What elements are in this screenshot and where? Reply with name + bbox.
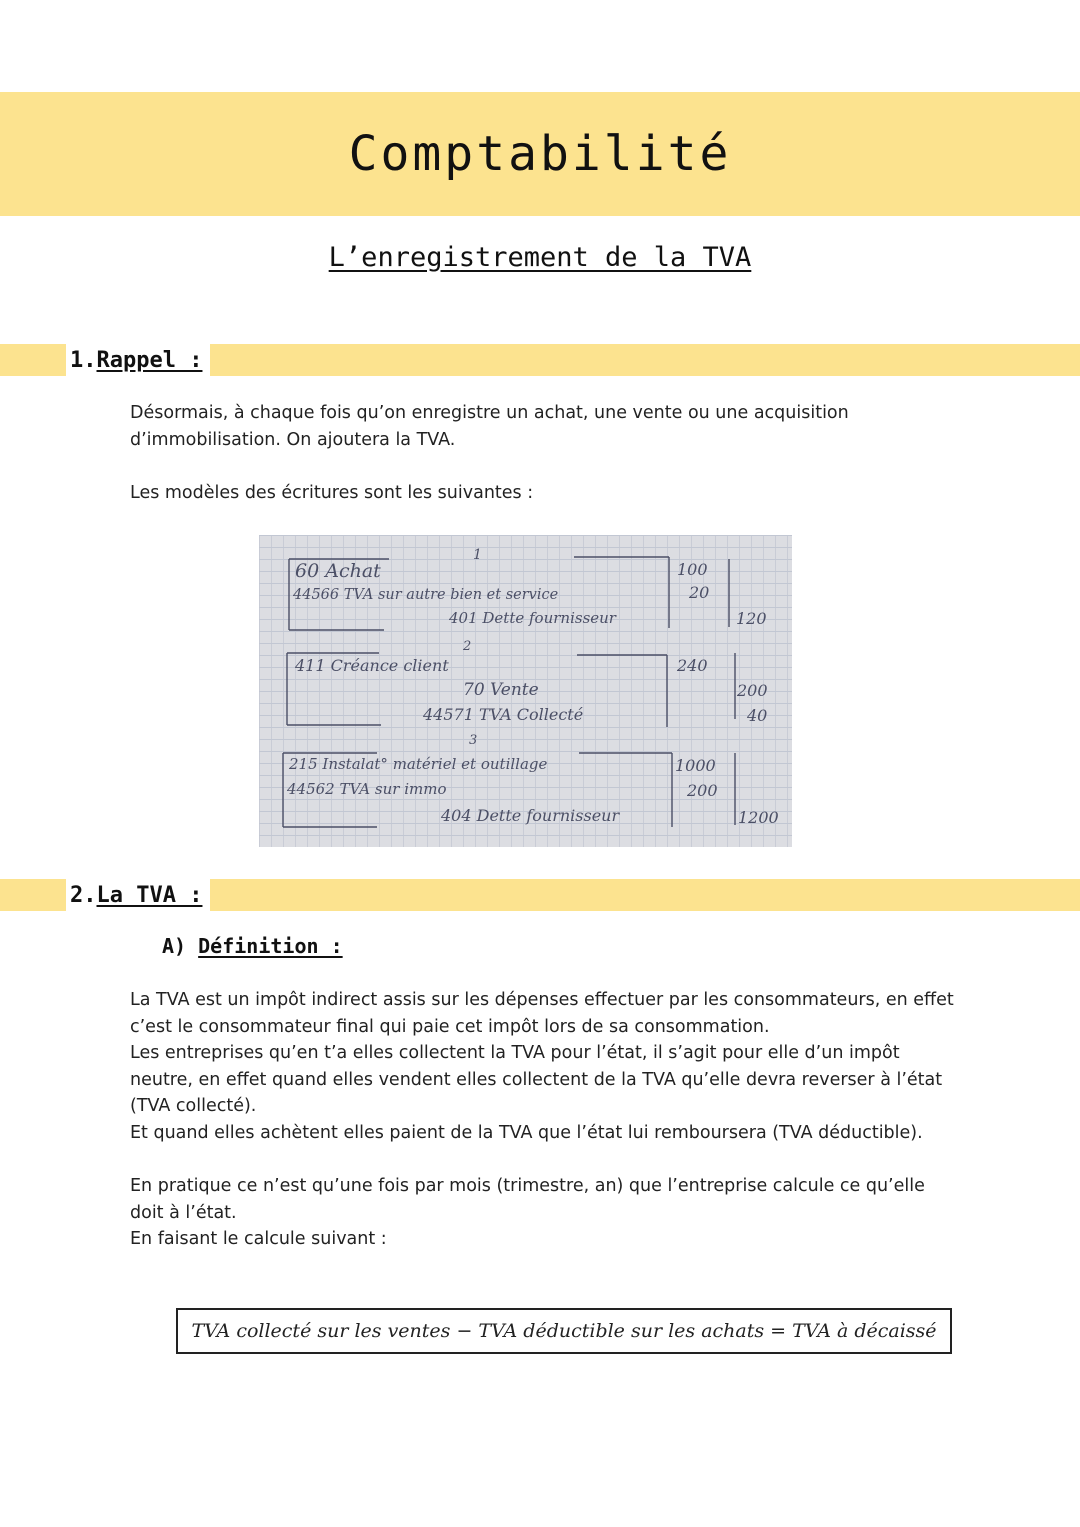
entry-2-line-2: 70 Vente bbox=[463, 680, 539, 700]
entry-2-number: 2 bbox=[463, 639, 472, 654]
entry-3-credit-1: 1200 bbox=[738, 808, 779, 827]
entry-2-credit-1: 200 bbox=[737, 681, 768, 700]
rappel-intro: Désormais, à chaque fois qu’on enregistre un achat, une vente ou une acquisition d’immobilisation. On ajoutera la TVA. bbox=[130, 403, 849, 450]
section-2-number: 2. bbox=[70, 882, 97, 908]
section-2-heading bbox=[66, 877, 210, 913]
entry-3-debit-2: 200 bbox=[687, 781, 718, 800]
entry-3-debit-1: 1000 bbox=[675, 756, 716, 775]
entry-2-credit-2: 40 bbox=[747, 706, 768, 725]
definition-p1-line-2: Les entreprises qu’en t’a elles collectent la TVA pour l’état, il s’agit pour elle d’un impôt neutre, en effet quand elles vendent elles collectent de la TVA qu’elle devra reverser à l’état (TVA collecté). bbox=[130, 1043, 943, 1116]
page-title: Comptabilité bbox=[348, 126, 732, 182]
definition-p2-line-2: En faisant le calcule suivant : bbox=[130, 1229, 387, 1249]
entry-3-line-2: 44562 TVA sur immo bbox=[287, 780, 447, 798]
page-subtitle bbox=[0, 242, 1080, 273]
definition-heading bbox=[162, 934, 343, 958]
section-1-title: Rappel : bbox=[96, 347, 203, 373]
definition-p1-line-3: Et quand elles achètent elles paient de la TVA que l’état lui remboursera (TVA déductible). bbox=[130, 1122, 923, 1143]
section-1-band bbox=[0, 344, 1080, 376]
entry-3-line-3: 404 Dette fournisseur bbox=[441, 806, 620, 825]
section-2-title: La TVA : bbox=[96, 882, 203, 908]
ledger-photo bbox=[259, 535, 792, 847]
entry-1-debit-2: 20 bbox=[689, 583, 710, 602]
definition-letter: A) bbox=[162, 934, 187, 958]
definition-p1-line-1: La TVA est un impôt indirect assis sur les dépenses effectuer par les consommateurs, en effet c’est le consommateur final qui paie cet impôt lors de sa consommation. bbox=[130, 990, 954, 1037]
entry-2-line-3: 44571 TVA Collecté bbox=[423, 705, 584, 724]
entry-1-line-3: 401 Dette fournisseur bbox=[449, 609, 616, 627]
entry-1-line-1: 60 Achat bbox=[295, 560, 381, 582]
ledger-drawing bbox=[259, 535, 792, 847]
entry-1-number: 1 bbox=[473, 547, 482, 563]
rappel-text bbox=[130, 400, 960, 507]
entry-1-credit-1: 120 bbox=[736, 609, 767, 628]
definition-title: Définition : bbox=[198, 934, 343, 958]
definition-p2-line-1: En pratique ce n’est qu’une fois par mois (trimestre, an) que l’entreprise calcule ce qu’elle doit à l’état. bbox=[130, 1176, 925, 1223]
definition-paragraph-1 bbox=[130, 987, 960, 1146]
formula-text: TVA collecté sur les ventes − TVA déductible sur les achats = TVA à décaissé bbox=[191, 1320, 937, 1342]
title-band bbox=[0, 92, 1080, 216]
entry-1-line-2: 44566 TVA sur autre bien et service bbox=[293, 587, 559, 603]
section-1-heading bbox=[66, 342, 210, 378]
entry-2-line-1: 411 Créance client bbox=[295, 656, 449, 675]
entry-3-number: 3 bbox=[469, 733, 478, 748]
section-1-number: 1. bbox=[70, 347, 97, 373]
definition-paragraph-2 bbox=[130, 1173, 960, 1253]
entry-2-debit-1: 240 bbox=[677, 656, 708, 675]
section-2-band bbox=[0, 879, 1080, 911]
rappel-models-intro: Les modèles des écritures sont les suivantes : bbox=[130, 483, 534, 503]
entry-3-line-1: 215 Instalat° matériel et outillage bbox=[289, 755, 548, 773]
formula-box bbox=[176, 1308, 952, 1354]
entry-1-debit-1: 100 bbox=[677, 560, 708, 579]
subtitle-text: L’enregistrement de la TVA bbox=[328, 242, 752, 273]
